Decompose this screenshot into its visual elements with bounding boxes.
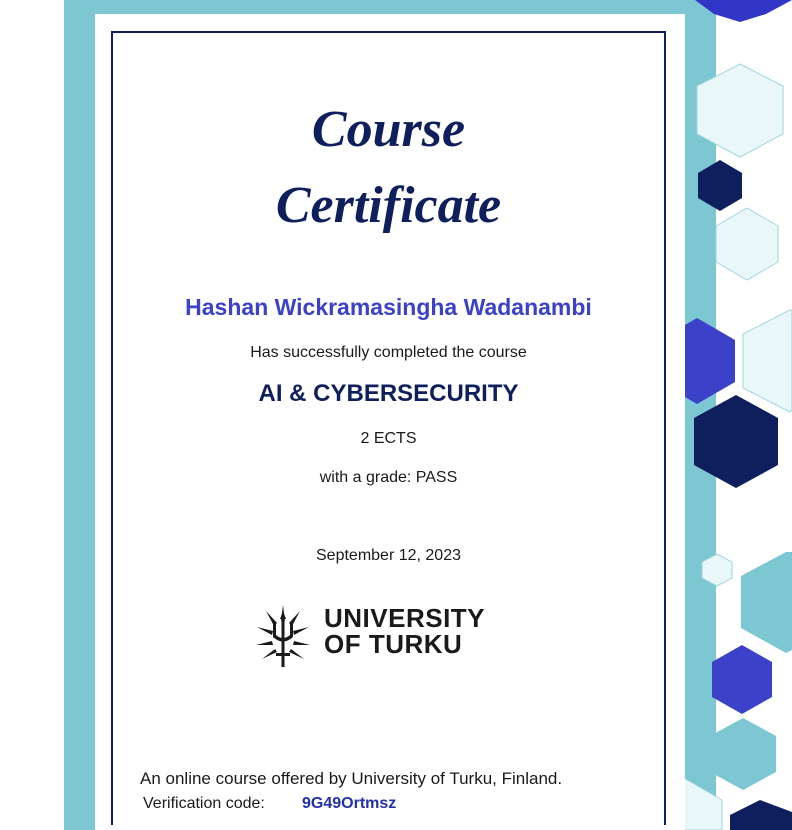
completed-text: Has successfully completed the course <box>250 344 527 361</box>
hexagon-navy-small <box>698 160 742 211</box>
hexagon-navy-large <box>694 395 778 488</box>
recipient-name: Hashan Wickramasingha Wadanambi <box>185 294 592 320</box>
verification-code: 9G49Ortmsz <box>302 795 397 812</box>
hexagon-royal-2 <box>712 645 772 714</box>
university-emblem-icon <box>252 601 314 671</box>
hexagon-pale-2 <box>716 208 778 280</box>
hexagon-pale-1 <box>697 64 783 157</box>
university-name-line2: OF TURKU <box>324 629 463 659</box>
hexagon-teal-2 <box>710 718 776 790</box>
hexagon-navy-top <box>695 0 792 22</box>
verification-label: Verification code: <box>143 795 265 812</box>
certificate-title-line2: Certificate <box>275 177 502 234</box>
university-name-line1: UNIVERSITY <box>324 603 486 633</box>
hexagon-pale-3 <box>743 310 792 412</box>
university-logo <box>252 601 497 671</box>
offered-by-text: An online course offered by University of Turku, Finland. <box>140 769 563 788</box>
certificate-date: September 12, 2023 <box>316 547 461 564</box>
hexagon-teal-1 <box>741 552 792 653</box>
grade-text: with a grade: PASS <box>319 469 458 486</box>
credits-text: 2 ECTS <box>360 430 417 447</box>
hexagon-pale-tiny <box>702 554 732 586</box>
course-name: AI & CYBERSECURITY <box>258 380 519 407</box>
certificate-title-line1: Course <box>311 101 466 158</box>
hexagon-navy-bottom <box>730 800 792 830</box>
